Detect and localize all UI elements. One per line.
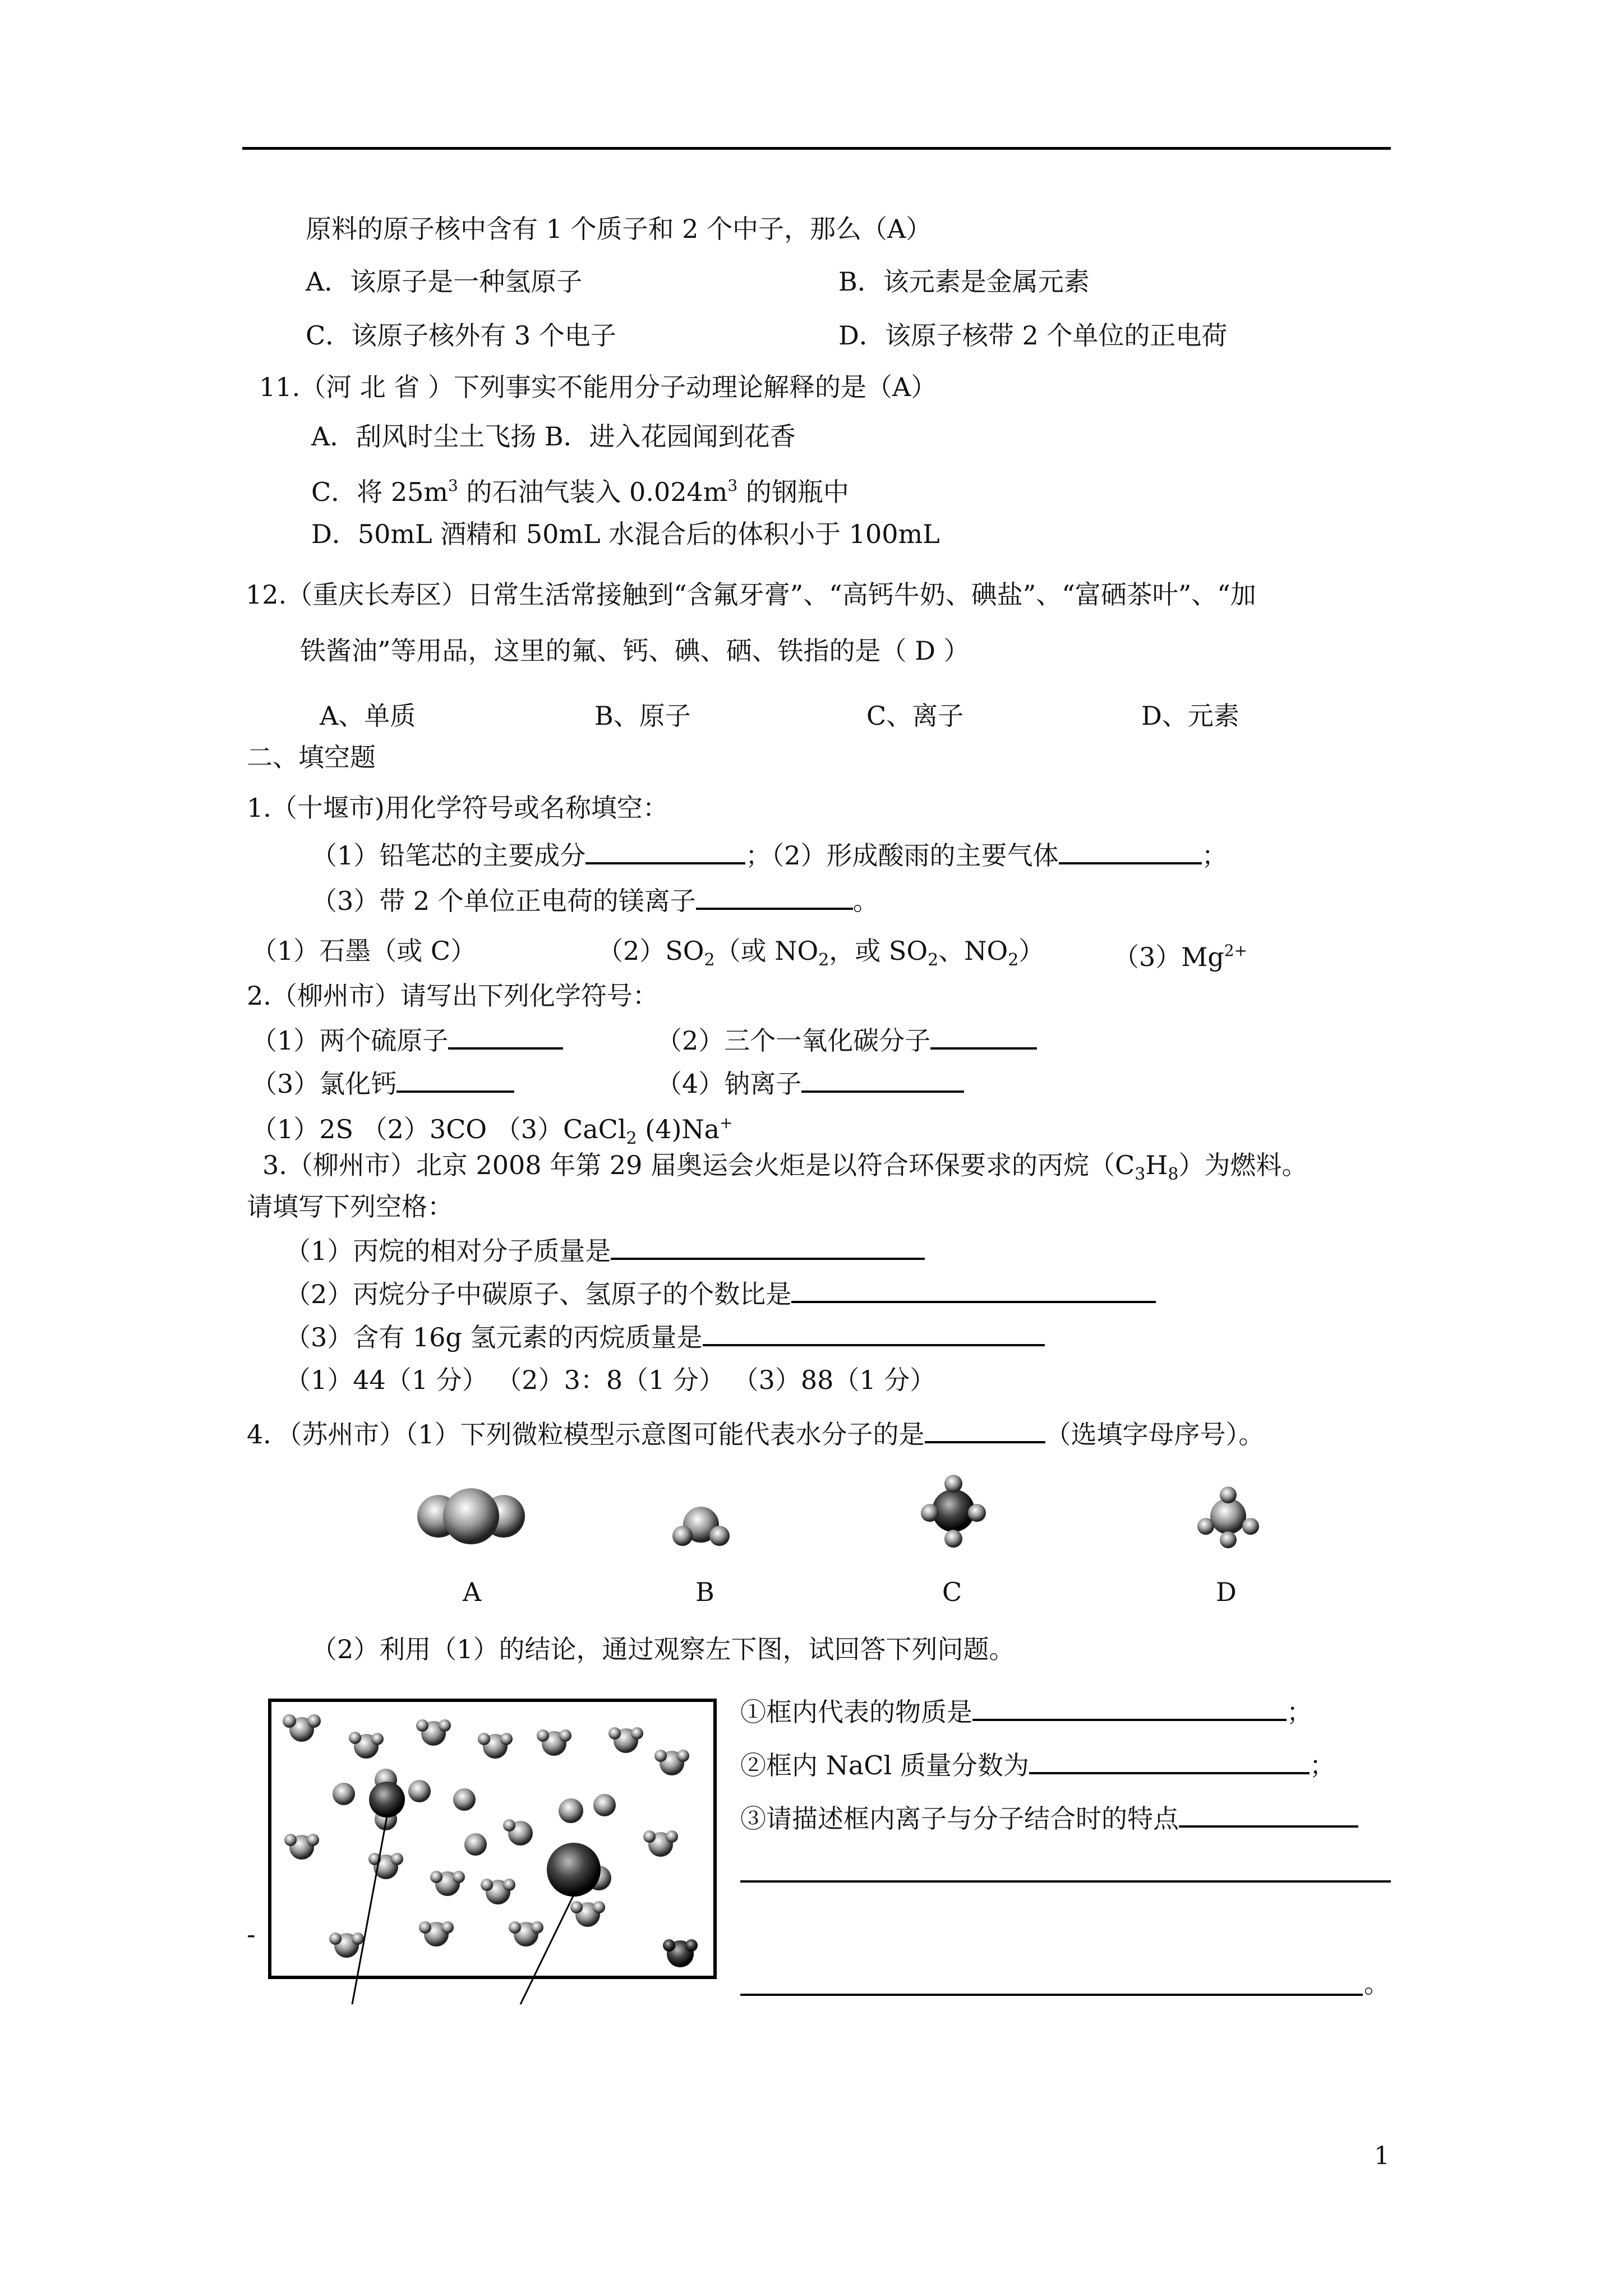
f2-item-1: （1）两个硫原子	[251, 1023, 563, 1057]
q12-stem-cont: 铁酱油”等用品，这里的氟、钙、碘、硒、铁指的是（ D ）	[300, 636, 970, 666]
answer-end-mark: 。	[1364, 1968, 1390, 1999]
margin-dash-mark: -	[247, 1919, 256, 1949]
f1-answer-1: （1）石墨（或 C）	[251, 936, 477, 966]
model-label-c: C	[942, 1577, 962, 1607]
q12-option-d: D、元素	[1141, 701, 1239, 731]
q10-option-d: D．该原子核带 2 个单位的正电荷	[838, 320, 1228, 351]
q10-option-c: C．该原子核外有 3 个电子	[306, 320, 616, 351]
solution-molecules-diagram	[268, 1699, 717, 2013]
q11-stem: 11.（河 北 省 ）下列事实不能用分子动理论解释的是（A）	[259, 372, 937, 402]
q11-options-ab: A．刮风时尘土飞扬 B．进入花园闻到花香	[311, 421, 796, 452]
molecule-model-d	[1195, 1484, 1262, 1551]
q12-option-b: B、原子	[594, 701, 691, 731]
f4-question-2: ②框内 NaCl 质量分数为 ；	[740, 1747, 1335, 1782]
header-rule	[242, 147, 1391, 150]
molecule-model-b	[670, 1497, 732, 1553]
f3-item-3: （3）含有 16g 氢元素的丙烷质量是	[285, 1319, 1045, 1354]
f4-part2-stem: （2）利用（1）的结论，通过观察左下图，试回答下列问题。	[311, 1634, 1015, 1664]
f1-answer-2: $(2)SO_2$（或 $NO_2$，或 $SO_2$、$NO_2$）	[597, 936, 1045, 970]
f1-answer-3: $(3)Mg^{2+}$	[1113, 941, 1248, 972]
q11-option-d: D．50mL 酒精和 50mL 水混合后的体积小于 100mL	[311, 519, 940, 549]
f2-item-4: （4）钠离子	[656, 1066, 964, 1101]
f2-stem: 2.（柳州市）请写出下列化学符号：	[247, 981, 658, 1011]
f1-line-c: （3）带 2 个单位正电荷的镁离子 。	[311, 883, 879, 918]
f1-stem: 1.（十堰市)用化学符号或名称填空：	[247, 793, 668, 823]
f3-stem: 3.（柳州市）北京 2008 年第 29 届奥运会火炬是以符合环保要求的丙烷$(C_3H_8)$为燃料。	[262, 1150, 1308, 1184]
q10-option-a: A．该原子是一种氢原子	[306, 266, 583, 297]
f3-item-1: （1）丙烷的相对分子质量是	[285, 1233, 925, 1268]
model-label-b: B	[695, 1577, 714, 1607]
model-label-a: A	[463, 1577, 482, 1607]
q10-option-b: B．该元素是金属元素	[838, 266, 1090, 297]
q12-option-a: A、单质	[320, 701, 416, 731]
page-number: 1	[1374, 2142, 1390, 2170]
model-label-d: D	[1216, 1577, 1237, 1607]
f1-line-a: （1）铅笔芯的主要成分 ；（2）形成酸雨的主要气体 ；	[311, 838, 1228, 872]
q10-stem-line: 原料的原子核中含有 1 个质子和 2 个中子，那么（A）	[306, 214, 932, 244]
q11-option-c: C．将 $25m^3$ 的石油气装入 $0.024m^3$ 的钢瓶中	[311, 476, 849, 507]
f3-answers: （1）44（1 分） （2）3：8（1 分） （3）88（1 分）	[285, 1365, 936, 1395]
answer-line-1	[740, 1880, 1391, 1883]
f3-item-2: （2）丙烷分子中碳原子、氢原子的个数比是	[285, 1276, 1156, 1311]
f2-answers: （1）2S （2）3CO （3）CaCl$_2$ (4)Na+	[251, 1114, 733, 1148]
q12-option-c: C、离子	[866, 701, 964, 731]
f3-instruction: 请填写下列空格：	[247, 1191, 453, 1222]
molecule-model-c	[920, 1473, 987, 1551]
f4-stem: 4．（苏州市）（1）下列微粒模型示意图可能代表水分子的是 （选填字母序号）。	[247, 1416, 1265, 1451]
f2-item-3: （3）氯化钙	[251, 1066, 514, 1101]
f4-question-1: ①框内代表的物质是 ；	[740, 1694, 1312, 1729]
q12-stem: 12.（重庆长寿区）日常生活常接触到“含氟牙膏”、“高钙牛奶、碘盐”、“富硒茶叶”、“加	[246, 579, 1256, 610]
molecule-model-a	[415, 1485, 527, 1547]
f2-item-2: （2）三个一氧化碳分子	[656, 1023, 1037, 1057]
answer-line-2	[740, 1994, 1363, 1996]
section-title: 二、填空题	[247, 742, 376, 772]
f4-question-3: ③请描述框内离子与分子结合时的特点	[740, 1801, 1358, 1835]
